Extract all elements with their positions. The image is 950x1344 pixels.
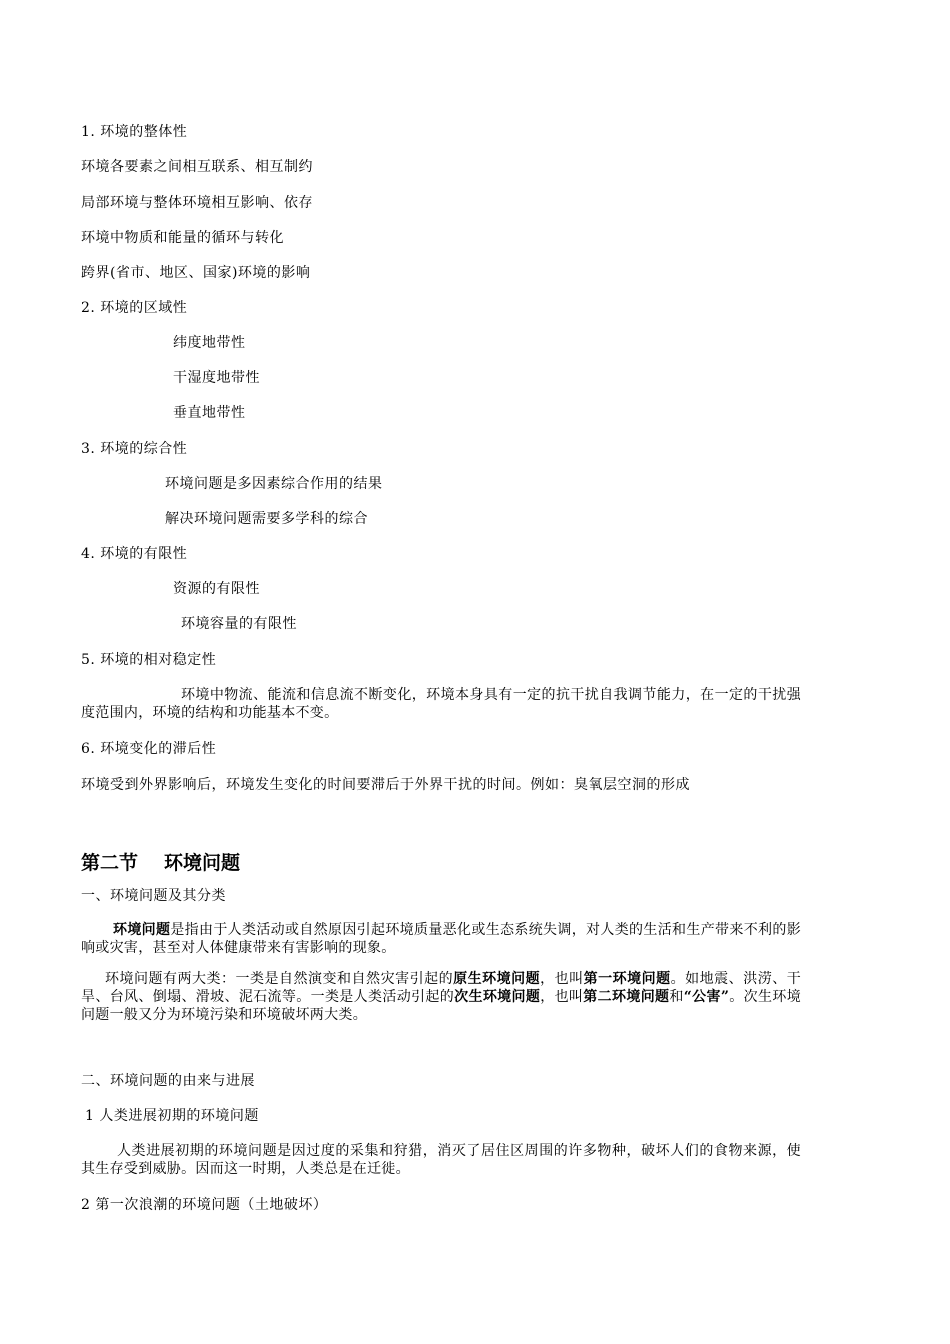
subheading-origin: 二、环境问题的由来与进展 (81, 1073, 255, 1089)
text-line: 垂直地带性 (173, 405, 246, 421)
heading-lag: 6. 环境变化的滞后性 (81, 741, 217, 757)
term-bold: 第二环境问题 (583, 989, 670, 1005)
subheading-early: 1 人类进展初期的环境问题 (85, 1108, 259, 1124)
section-number: 第二节 (81, 852, 139, 874)
paragraph-stability: 环境中物流、能流和信息流不断变化，环境本身具有一定的抗干扰自我调节能力，在一定的干扰强度范围内，环境的结构和功能基本不变。 (81, 687, 801, 721)
text-line: 跨界(省市、地区、国家)环境的影响 (81, 265, 311, 281)
text-line: 环境受到外界影响后，环境发生变化的时间要滞后于外界干扰的时间。例如：臭氧层空洞的形成 (81, 777, 690, 793)
term-bold: “公害” (683, 989, 730, 1005)
heading-stability: 5. 环境的相对稳定性 (81, 652, 217, 668)
text-line: 环境容量的有限性 (181, 616, 297, 632)
text-line: 资源的有限性 (173, 581, 260, 597)
term-bold: 原生环境问题 (453, 971, 541, 987)
term-bold: 次生环境问题 (454, 989, 541, 1005)
term-bold: 第一环境问题 (583, 971, 671, 987)
text-line: 环境问题是多因素综合作用的结果 (165, 476, 383, 492)
term-bold: 环境问题 (113, 922, 171, 938)
text-line: 局部环境与整体环境相互影响、依存 (81, 195, 313, 211)
paragraph-categories: 环境问题有两大类：一类是自然演变和自然灾害引起的原生环境问题，也叫第一环境问题。如地震、洪涝、干旱、台风、倒塌、滑坡、泥石流等。一类是人类活动引起的次生环境问题，也叫第二环境问题和“公害”。次生环境问题一般又分为环境污染和环境破坏两大类。 (81, 971, 801, 1023)
section-name: 环境问题 (164, 852, 241, 874)
subheading-first-wave: 2 第一次浪潮的环境问题（土地破坏） (81, 1197, 328, 1213)
text-line: 干湿度地带性 (173, 370, 260, 386)
paragraph-early: 人类进展初期的环境问题是因过度的采集和狩猎，消灭了居住区周围的许多物种，破坏人们的食物来源，使其生存受到威胁。因而这一时期，人类总是在迁徙。 (81, 1143, 801, 1177)
heading-comprehensiveness: 3. 环境的综合性 (81, 441, 188, 457)
paragraph-definition: 环境问题是指由于人类活动或自然原因引起环境质量恶化或生态系统失调，对人类的生活和生产带来不利的影响或灾害，甚至对人体健康带来有害影响的现象。 (81, 922, 801, 956)
heading-regionality: 2. 环境的区域性 (81, 300, 188, 316)
text-line: 解决环境问题需要多学科的综合 (165, 511, 368, 527)
text-line: 环境各要素之间相互联系、相互制约 (81, 159, 313, 175)
text-line: 环境中物质和能量的循环与转化 (81, 230, 284, 246)
text-line: 纬度地带性 (173, 335, 246, 351)
heading-limitedness: 4. 环境的有限性 (81, 546, 188, 562)
heading-wholeness: 1. 环境的整体性 (81, 124, 188, 140)
subheading-classification: 一、环境问题及其分类 (81, 888, 226, 904)
section-title (81, 848, 240, 875)
